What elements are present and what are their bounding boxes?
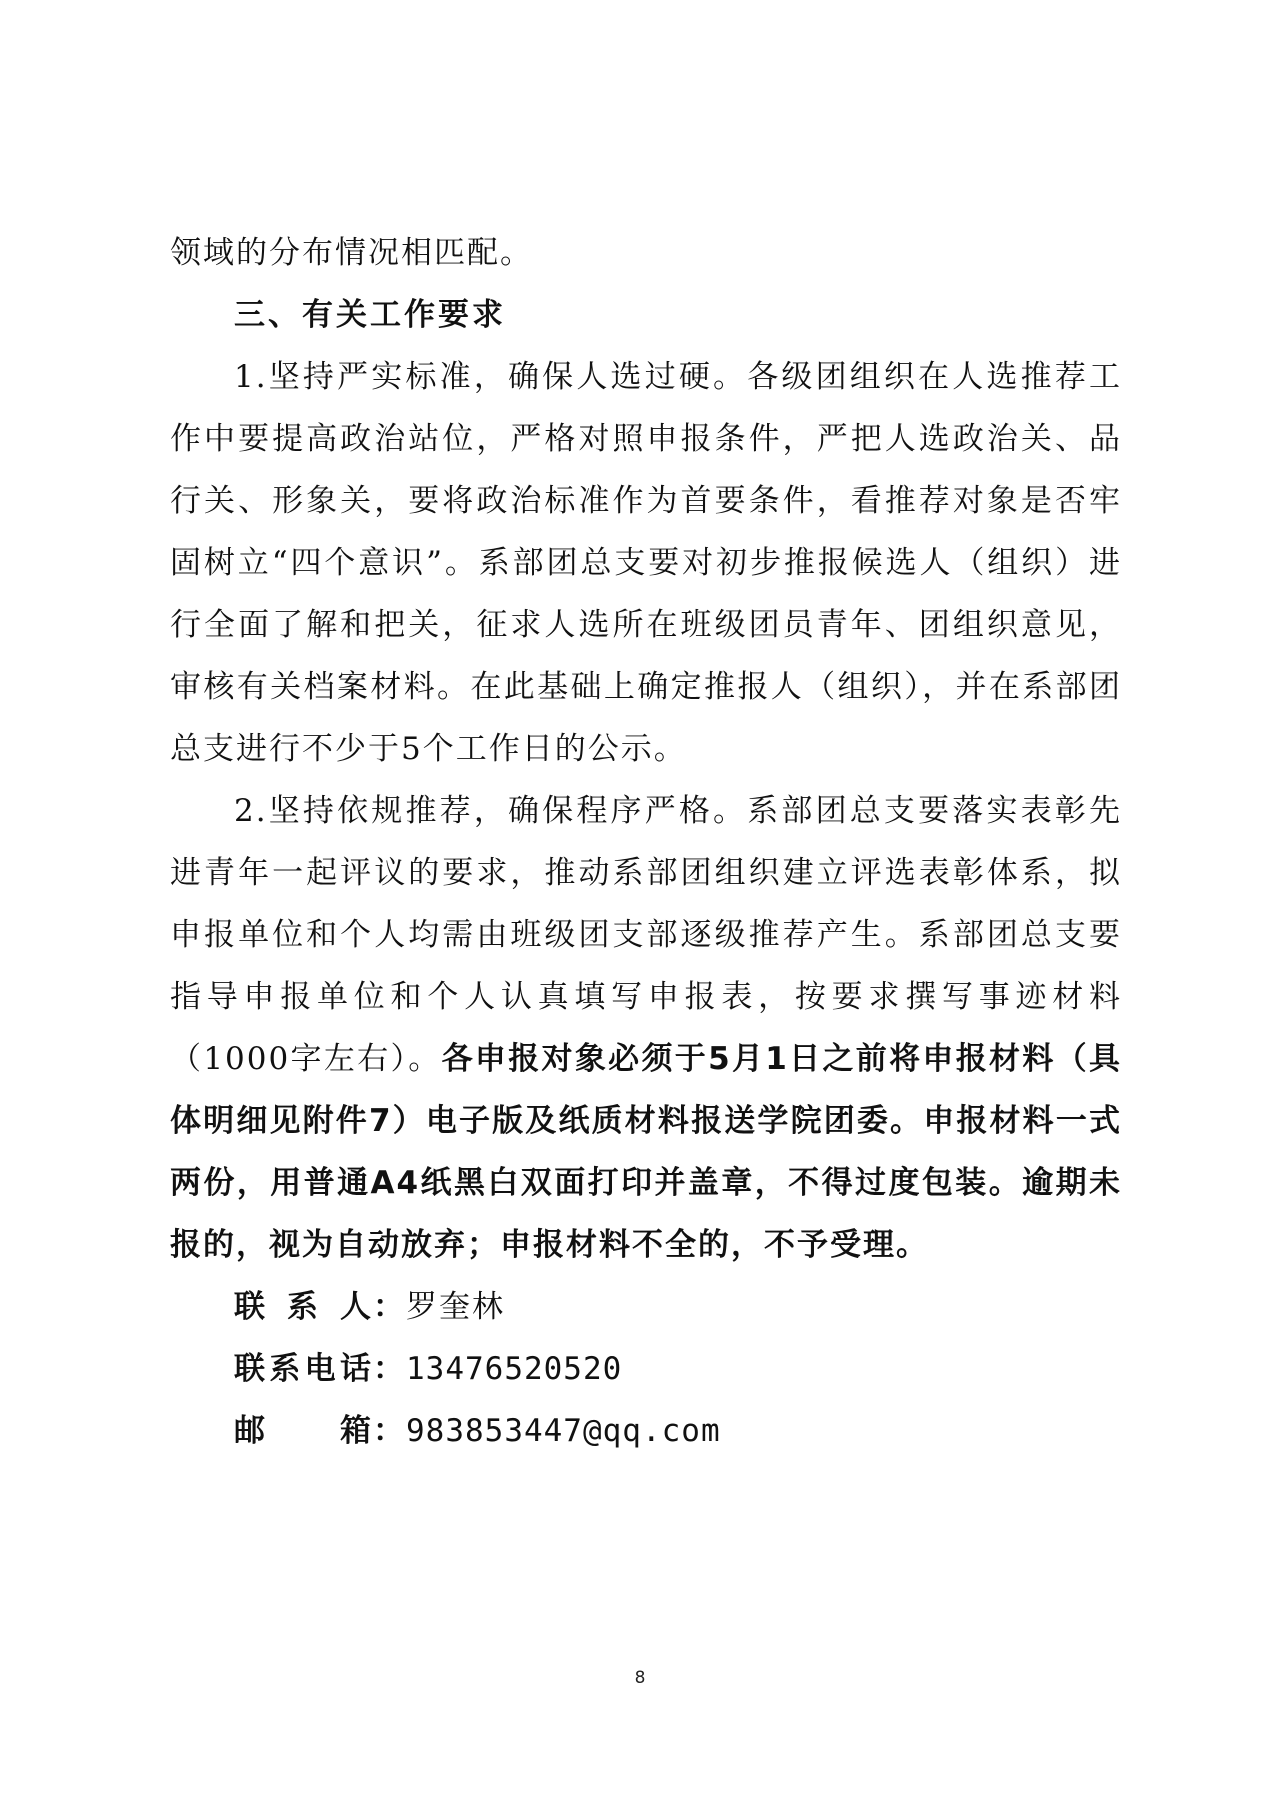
contact-phone-row <box>234 1338 1122 1400</box>
section-heading: 三、有关工作要求 <box>234 297 506 333</box>
requirement-item-2-deadline: 各申报对象必须于5月1日之前将申报材料（具体明细见附件7）电子版及纸质材料报送学院团委。申报材料一式两份，用普通A4纸黑白双面打印并盖章，不得过度包装。逾期未报的，视为自动放弃；申报材料不全的，不予受理。 <box>170 1041 1122 1263</box>
requirement-item-2 <box>170 780 1122 1276</box>
contact-email-row <box>234 1400 1122 1462</box>
contact-email-label: 邮 箱： <box>234 1413 406 1449</box>
page-number: 8 <box>634 1668 646 1688</box>
contact-person-label: 联 系 人： <box>234 1289 406 1325</box>
contact-phone-label: 联 系 电 话： <box>234 1351 406 1387</box>
requirement-item-2-text: 2.坚持依规推荐，确保程序严格。系部团总支要落实表彰先进青年一起评议的要求，推动系部团组织建立评选表彰体系，拟申报单位和个人均需由班级团支部逐级推荐产生。系部团总支要指导申报单位和个人认真填写申报表，按要求撰写事迹材料（1000字左右）。 <box>170 793 1122 1077</box>
contact-info <box>170 1276 1122 1462</box>
requirement-item-1: 1.坚持严实标准，确保人选过硬。各级团组织在人选推荐工作中要提高政治站位，严格对照申报条件，严把人选政治关、品行关、形象关，要将政治标准作为首要条件，看推荐对象是否牢固树立“四个意识”。系部团总支要对初步推报候选人（组织）进行全面了解和把关，征求人选所在班级团员青年、团组织意见，审核有关档案材料。在此基础上确定推报人（组织），并在系部团总支进行不少于5个工作日的公示。 <box>170 359 1122 767</box>
opening-line: 领域的分布情况相匹配。 <box>170 235 533 271</box>
contact-person-row <box>234 1276 1122 1338</box>
contact-person-value: 罗奎林 <box>406 1289 505 1325</box>
contact-phone-value: 13476520520 <box>406 1351 623 1387</box>
contact-email-value: 983853447@qq.com <box>406 1413 721 1449</box>
page-body <box>170 222 1122 1462</box>
